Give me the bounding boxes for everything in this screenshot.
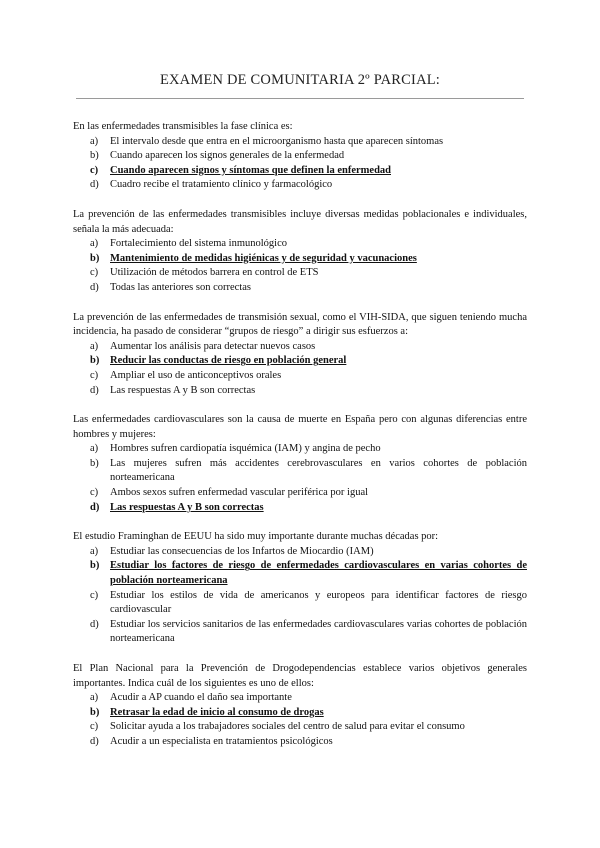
option-text: Acudir a AP cuando el daño sea importante bbox=[110, 692, 292, 704]
option-c bbox=[73, 720, 527, 735]
option-text: Cuando aparecen signos y síntomas que definen la enfermedad bbox=[110, 164, 391, 176]
option-b bbox=[73, 149, 527, 164]
option-letter: d) bbox=[90, 618, 99, 630]
option-letter: c) bbox=[90, 369, 99, 381]
option-text: Retrasar la edad de inicio al consumo de drogas bbox=[110, 706, 324, 718]
option-text: Cuando aparecen los signos generales de la enfermedad bbox=[110, 150, 345, 162]
option-a bbox=[73, 340, 527, 355]
option-c bbox=[73, 589, 527, 618]
option-text: Estudiar los estilos de vida de americanos y europeos para identificar factores de riesgo cardiovascular bbox=[110, 589, 527, 616]
option-letter: b) bbox=[90, 706, 100, 718]
option-list bbox=[73, 237, 527, 295]
option-text: Acudir a un especialista en tratamientos psicológicos bbox=[110, 735, 333, 747]
option-list bbox=[73, 340, 527, 398]
option-b-correct bbox=[73, 354, 527, 369]
option-text: Ambos sexos sufren enfermedad vascular periférica por igual bbox=[110, 487, 369, 499]
option-text: Estudiar los servicios sanitarios de las enfermedades cardiovasculares varias cohortes de población norteamericana bbox=[110, 618, 527, 645]
option-list bbox=[73, 691, 527, 749]
option-text: Hombres sufren cardiopatía isquémica (IAM) y angina de pecho bbox=[110, 443, 381, 455]
option-text: Reducir las conductas de riesgo en población general bbox=[110, 355, 347, 367]
option-letter: b) bbox=[90, 560, 100, 572]
question-stem: La prevención de las enfermedades de transmisión sexual, como el VIH-SIDA, que siguen teniendo mucha incidencia, ha pasado de considerar “grupos de riesgo” a dirigir sus esfuerzos a: bbox=[73, 311, 527, 338]
option-letter: b) bbox=[90, 457, 99, 469]
option-text: Estudiar los factores de riesgo de enfermedades cardiovasculares en varias cohortes de población norteamericana bbox=[110, 560, 527, 587]
option-a bbox=[73, 135, 527, 150]
option-list bbox=[73, 545, 527, 647]
option-text: Aumentar los análisis para detectar nuevos casos bbox=[110, 340, 316, 352]
option-letter: c) bbox=[90, 721, 99, 733]
option-letter: a) bbox=[90, 340, 99, 352]
option-letter: a) bbox=[90, 135, 99, 147]
option-text: Estudiar las consecuencias de los Infartos de Miocardio (IAM) bbox=[110, 545, 374, 557]
question-stem: La prevención de las enfermedades transmisibles incluye diversas medidas poblacionales e individuales, señala la más adecuada: bbox=[73, 208, 527, 235]
option-b bbox=[73, 457, 527, 486]
question-1 bbox=[73, 120, 527, 193]
option-letter: d) bbox=[90, 501, 100, 513]
option-text: Las respuestas A y B son correctas bbox=[110, 384, 256, 396]
option-text: Solicitar ayuda a los trabajadores sociales del centro de salud para evitar el consumo bbox=[110, 721, 465, 733]
option-text: Las mujeres sufren más accidentes cerebrovasculares en varios cohortes de población norteamericana bbox=[110, 457, 527, 484]
question-stem: En las enfermedades transmisibles la fase clínica es: bbox=[73, 121, 293, 132]
option-list bbox=[73, 135, 527, 193]
option-text: Cuadro recibe el tratamiento clínico y farmacológico bbox=[110, 179, 333, 191]
question-stem: El estudio Framinghan de EEUU ha sido muy importante durante muchas décadas por: bbox=[73, 531, 439, 543]
question-4 bbox=[73, 413, 527, 515]
option-letter: a) bbox=[90, 545, 99, 557]
question-5 bbox=[73, 530, 527, 647]
option-text: Utilización de métodos barrera en control de ETS bbox=[110, 267, 319, 279]
option-c-correct bbox=[73, 164, 527, 179]
question-list bbox=[73, 120, 527, 765]
option-letter: d) bbox=[90, 179, 99, 191]
option-a bbox=[73, 545, 527, 560]
option-text: Todas las anteriores son correctas bbox=[110, 281, 251, 293]
option-c bbox=[73, 369, 527, 384]
option-letter: a) bbox=[90, 238, 99, 250]
option-letter: b) bbox=[90, 150, 99, 162]
option-letter: c) bbox=[90, 589, 99, 601]
question-stem: El Plan Nacional para la Prevención de Drogodependencias establece varios objetivos generales importantes. Indica cuál de los siguientes es uno de ellos: bbox=[73, 663, 527, 689]
option-a bbox=[73, 442, 527, 457]
option-text: Mantenimiento de medidas higiénicas y de seguridad y vacunaciones bbox=[110, 252, 417, 264]
question-3 bbox=[73, 311, 527, 399]
option-letter: d) bbox=[90, 735, 99, 747]
option-b-correct bbox=[73, 559, 527, 588]
option-b-correct bbox=[73, 706, 527, 721]
option-text: Ampliar el uso de anticonceptivos orales bbox=[110, 369, 282, 381]
option-letter: b) bbox=[90, 355, 100, 367]
title-divider bbox=[76, 98, 524, 99]
option-letter: d) bbox=[90, 384, 99, 396]
option-letter: d) bbox=[90, 281, 99, 293]
option-d-correct bbox=[73, 501, 527, 516]
option-letter: c) bbox=[90, 164, 99, 176]
option-letter: a) bbox=[90, 692, 99, 704]
option-b-correct bbox=[73, 252, 527, 267]
option-text: Fortalecimiento del sistema inmunológico bbox=[110, 238, 288, 250]
option-letter: b) bbox=[90, 252, 100, 264]
option-c bbox=[73, 486, 527, 501]
option-text: El intervalo desde que entra en el microorganismo hasta que aparecen síntomas bbox=[110, 135, 444, 147]
option-d bbox=[73, 281, 527, 296]
question-2 bbox=[73, 208, 527, 296]
question-6 bbox=[73, 662, 527, 750]
option-d bbox=[73, 618, 527, 647]
option-letter: c) bbox=[90, 487, 99, 499]
option-d bbox=[73, 735, 527, 750]
option-letter: c) bbox=[90, 267, 99, 279]
option-c bbox=[73, 266, 527, 281]
option-a bbox=[73, 237, 527, 252]
option-list bbox=[73, 442, 527, 515]
option-d bbox=[73, 178, 527, 193]
option-letter: a) bbox=[90, 443, 99, 455]
page-title: EXAMEN DE COMUNITARIA 2º PARCIAL: bbox=[159, 72, 441, 88]
question-stem: Las enfermedades cardiovasculares son la causa de muerte en España pero con algunas diferencias entre hombres y mujeres: bbox=[73, 414, 527, 440]
option-a bbox=[73, 691, 527, 706]
option-text: Las respuestas A y B son correctas bbox=[110, 501, 264, 513]
option-d bbox=[73, 384, 527, 399]
